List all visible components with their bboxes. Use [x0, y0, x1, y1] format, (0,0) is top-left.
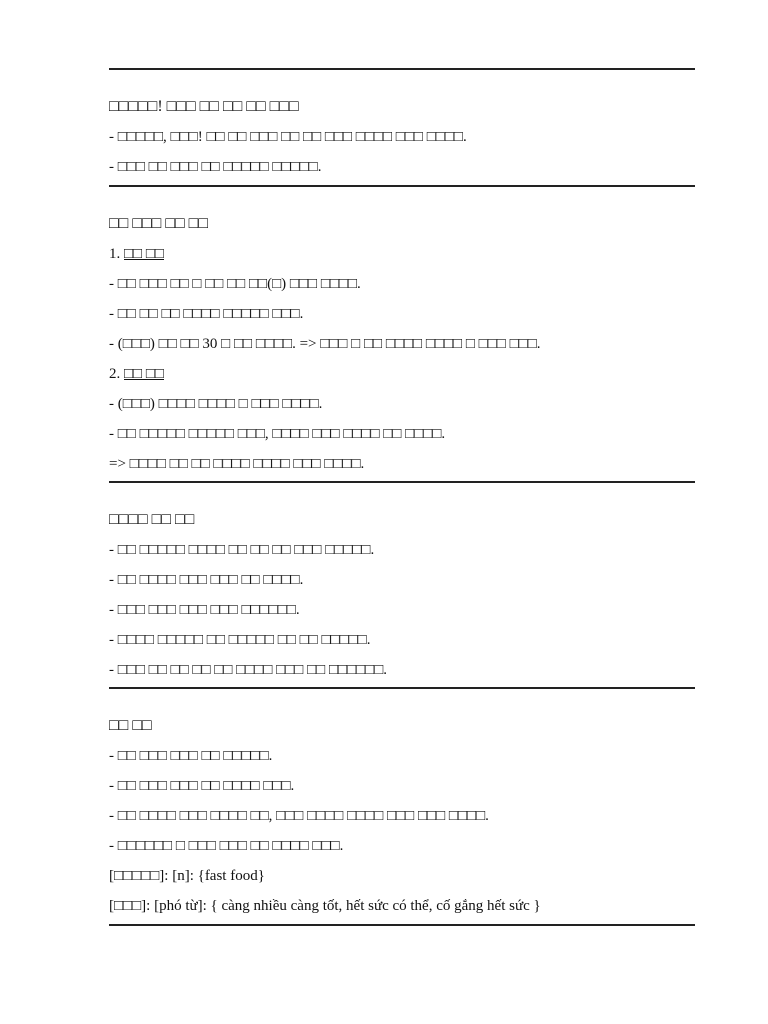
divider-3 — [109, 687, 695, 689]
block2-line6: => □□□□ □□ □□ □□□□ □□□□ □□□ □□□□. — [109, 456, 365, 472]
block1-title: □□□□□! □□□ □□ □□ □□ □□□ — [109, 98, 299, 115]
block4-note1: [□□□□□]: [n]: {fast food} — [109, 868, 265, 884]
block2-line3: - (□□□) □□ □□ 30 □ □□ □□□□. => □□□ □ □□ □□□□ □□□□ □ □□□ □□□. — [109, 336, 541, 352]
block4-note2: [□□□]: [phó từ]: { càng nhiều càng tốt, hết sức có thể, cố gắng hết sức } — [109, 898, 541, 914]
block2-section2 — [109, 365, 164, 383]
block3-line2: - □□ □□□□ □□□ □□□ □□ □□□□. — [109, 572, 304, 588]
block2-line2: - □□ □□ □□ □□□□ □□□□□ □□□. — [109, 306, 304, 322]
divider-2 — [109, 481, 695, 483]
block4-line1: - □□ □□□ □□□ □□ □□□□□. — [109, 748, 273, 764]
block2-section1-number: 1. — [109, 246, 121, 262]
block2-section2-number: 2. — [109, 366, 121, 382]
block4-line2: - □□ □□□ □□□ □□ □□□□ □□□. — [109, 778, 295, 794]
block2-section1 — [109, 245, 164, 263]
top-divider — [109, 68, 695, 70]
block2-line5: - □□ □□□□□ □□□□□ □□□, □□□□ □□□ □□□□ □□ □□□□. — [109, 426, 446, 442]
block2-section1-title: □□ □□ — [124, 246, 164, 262]
divider-1 — [109, 185, 695, 187]
bottom-divider — [109, 924, 695, 926]
block3-line5: - □□□ □□ □□ □□ □□ □□□□ □□□ □□ □□□□□□. — [109, 662, 388, 678]
block4-title: □□ □□ — [109, 717, 152, 734]
block3-line4: - □□□□ □□□□□ □□ □□□□□ □□ □□ □□□□□. — [109, 632, 371, 648]
block1-line1: - □□□□□, □□□! □□ □□ □□□ □□ □□ □□□ □□□□ □□□ □□□□. — [109, 129, 467, 145]
block4-line4: - □□□□□□ □ □□□ □□□ □□ □□□□ □□□. — [109, 838, 344, 854]
block2-section2-title: □□ □□ — [124, 366, 164, 382]
block3-line3: - □□□ □□□ □□□ □□□ □□□□□□. — [109, 602, 300, 618]
block3-title: □□□□ □□ □□ — [109, 511, 195, 528]
block3-line1: - □□ □□□□□ □□□□ □□ □□ □□ □□□ □□□□□. — [109, 542, 375, 558]
block1-line2: - □□□ □□ □□□ □□ □□□□□ □□□□□. — [109, 159, 322, 175]
block2-line4: - (□□□) □□□□ □□□□ □ □□□ □□□□. — [109, 396, 323, 412]
block2-title: □□ □□□ □□ □□ — [109, 215, 208, 232]
block2-line1: - □□ □□□ □□ □ □□ □□ □□(□) □□□ □□□□. — [109, 276, 361, 292]
block4-line3: - □□ □□□□ □□□ □□□□ □□, □□□ □□□□ □□□□ □□□ □□□ □□□□. — [109, 808, 489, 824]
